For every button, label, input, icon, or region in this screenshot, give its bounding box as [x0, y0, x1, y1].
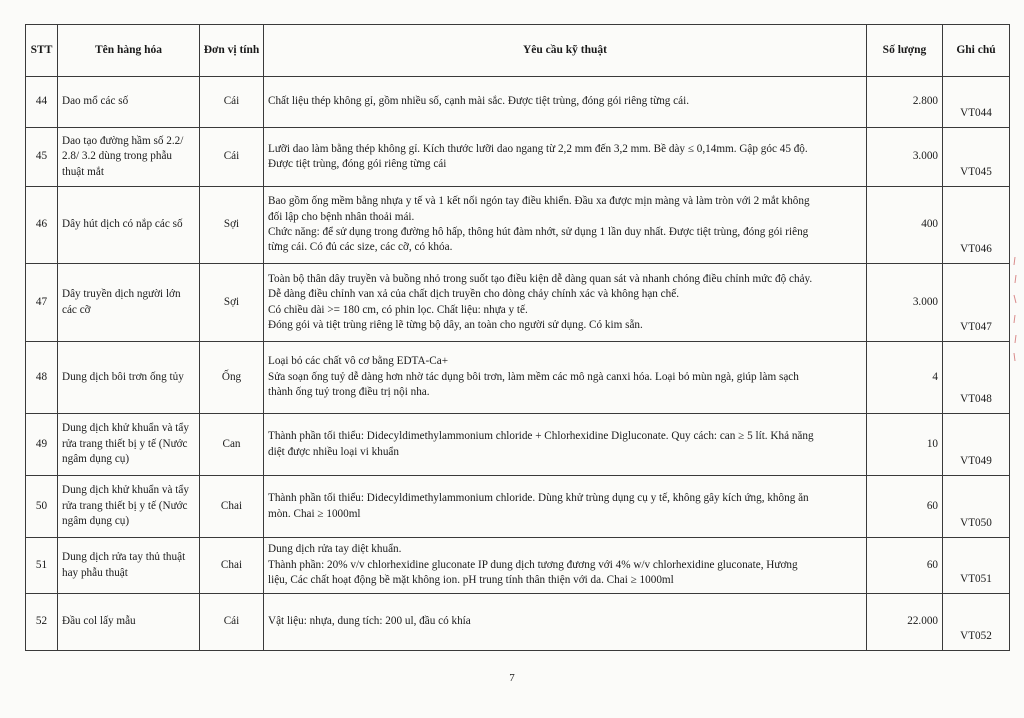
- cell-name-line: Dung dịch khử khuẩn và tẩy: [62, 484, 189, 497]
- cell-requirements-line: Vật liệu: nhựa, dung tích: 200 ul, đầu có khía: [268, 615, 471, 628]
- cell-requirements-line: Đóng gói và tiệt trùng riêng lẽ từng bộ dây, an toàn cho người sử dụng. Có kim sẵn.: [268, 318, 643, 331]
- header-name: Tên hàng hóa: [58, 25, 200, 77]
- cell-unit: Chai: [200, 538, 264, 594]
- table-row: [26, 342, 1010, 414]
- cell-requirements-line: Bao gồm ống mềm bằng nhựa y tế và 1 kết nối ngón tay điều khiển. Đầu xa được mịn màng và làm tròn với 2 mắt không: [268, 195, 810, 208]
- cell-requirements-line: Dung dịch rửa tay diệt khuẩn.: [268, 543, 402, 556]
- cell-unit: Sợi: [200, 187, 264, 264]
- cell-requirements-line: thành ống tuỷ trong điều trị nội nha.: [268, 386, 430, 399]
- cell-requirements-line: mòn. Chai ≥ 1000ml: [268, 507, 361, 520]
- cell-name-line: rửa trang thiết bị y tế (Nước: [62, 499, 188, 512]
- cell-requirements-line: Được tiệt trùng, đóng gói riêng từng cái: [268, 158, 447, 170]
- header-quantity: Số lượng: [867, 25, 943, 77]
- table-row: [26, 77, 1010, 128]
- header-requirements: Yêu cầu kỹ thuật: [264, 25, 867, 77]
- table-row: [26, 594, 1010, 651]
- cell-requirements-line: Lưỡi dao làm bằng thép không gỉ. Kích thước lưỡi dao ngang từ 2,2 mm đến 3,2 mm. Bề dày ≤ 0,14mm. Gập góc 45 độ.: [268, 142, 808, 155]
- cell-quantity: 2.800: [867, 77, 943, 128]
- cell-name-line: Dây hút dịch có nắp các số: [62, 218, 183, 231]
- cell-name: [58, 77, 200, 128]
- page-number: 7: [509, 672, 515, 684]
- cell-name-line: ngâm dụng cụ): [62, 453, 130, 466]
- header-stt: STT: [26, 25, 58, 77]
- cell-requirements: [264, 187, 867, 264]
- cell-note: VT050: [943, 476, 1010, 538]
- cell-unit: Cái: [200, 128, 264, 187]
- cell-name-line: Dung dịch bôi trơn ống tủy: [62, 370, 184, 383]
- cell-unit: Can: [200, 414, 264, 476]
- cell-requirements: [264, 77, 867, 128]
- cell-requirements: [264, 594, 867, 651]
- cell-stt: 47: [26, 264, 58, 342]
- cell-name-line: Dung dịch rửa tay thủ thuật: [62, 551, 186, 564]
- cell-stt: 49: [26, 414, 58, 476]
- table-row: [26, 128, 1010, 187]
- cell-stt: 48: [26, 342, 58, 414]
- cell-stt: 52: [26, 594, 58, 651]
- cell-name-line: rửa trang thiết bị y tế (Nước: [62, 437, 188, 450]
- cell-stt: 51: [26, 538, 58, 594]
- cell-note: VT052: [943, 594, 1010, 651]
- table-row: [26, 538, 1010, 594]
- cell-note: VT044: [943, 77, 1010, 128]
- cell-name-line: Dây truyền dịch người lớn: [62, 288, 181, 301]
- cell-requirements-line: Thành phần tối thiểu: Didecyldimethylammonium chloride. Dùng khử trùng dụng cụ y tế, không gây kích ứng, không ăn: [268, 492, 809, 505]
- cell-unit: Sợi: [200, 264, 264, 342]
- cell-name: [58, 538, 200, 594]
- cell-note: VT045: [943, 128, 1010, 187]
- cell-quantity: 60: [867, 538, 943, 594]
- cell-stt: 50: [26, 476, 58, 538]
- table-row: [26, 264, 1010, 342]
- spec-table: [25, 24, 1010, 651]
- cell-requirements-line: Chức năng: để sử dụng trong đường hô hấp, thông hút đàm nhớt, sử dụng 1 lần duy nhất. Được tiệt trùng, đóng gói riêng: [268, 226, 809, 238]
- cell-quantity: 22.000: [867, 594, 943, 651]
- cell-requirements-line: Toàn bộ thân dây truyền và buồng nhỏ trong suốt tạo điều kiện dễ dàng quan sát và nhanh chóng điều chỉnh mức độ chảy.: [268, 272, 813, 285]
- cell-requirements-line: Loại bỏ các chất vô cơ bằng EDTA-Ca+: [268, 355, 449, 368]
- cell-note: VT049: [943, 414, 1010, 476]
- cell-name-line: Dung dịch khử khuẩn và tẩy: [62, 422, 189, 435]
- cell-requirements-line: đối lập cho bệnh nhân thoải mái.: [268, 210, 415, 223]
- cell-note: VT051: [943, 538, 1010, 594]
- cell-requirements-line: Chất liệu thép không gỉ, gồm nhiều số, cạnh mài sắc. Được tiệt trùng, đóng gói riêng từng cái.: [268, 95, 690, 108]
- cell-unit: Cái: [200, 594, 264, 651]
- cell-quantity: 400: [867, 187, 943, 264]
- cell-requirements-line: liệu, Các chất hoạt động bề mặt không ion. pH trung tính thân thiện với da. Chai ≥ 1000ml: [268, 574, 674, 587]
- header-note: Ghi chú: [943, 25, 1010, 77]
- cell-name-line: thuật mắt: [62, 165, 104, 178]
- cell-requirements: [264, 264, 867, 342]
- cell-name-line: 2.8/ 3.2 dùng trong phẫu: [62, 150, 173, 163]
- cell-note: VT046: [943, 187, 1010, 264]
- cell-stt: 44: [26, 77, 58, 128]
- cell-quantity: 60: [867, 476, 943, 538]
- cell-requirements-line: diệt được nhiều loại vi khuẩn: [268, 445, 399, 458]
- cell-requirements-line: Dễ dàng điều chỉnh van xả của chất dịch truyền cho dòng chảy chính xác và không hạn chế.: [268, 288, 679, 301]
- cell-note: VT047: [943, 264, 1010, 342]
- cell-stt: 46: [26, 187, 58, 264]
- cell-requirements-line: Thành phần: 20% v/v chlorhexidine gluconate IP dung dịch tương đương với 4% w/v chlorhexidine gluconate, Hương: [268, 558, 798, 571]
- cell-note: VT048: [943, 342, 1010, 414]
- cell-name-line: ngâm dụng cụ): [62, 515, 130, 528]
- cell-name-line: Đầu col lấy mẫu: [62, 615, 136, 628]
- cell-requirements-line: từng cái. Có đủ các size, các cỡ, có khóa.: [268, 241, 453, 254]
- table-row: [26, 476, 1010, 538]
- cell-unit: Ống: [200, 342, 264, 414]
- cell-name-line: Dao mổ các số: [62, 95, 129, 108]
- cell-unit: Cái: [200, 77, 264, 128]
- cell-name: [58, 128, 200, 187]
- cell-requirements: [264, 538, 867, 594]
- table-row: [26, 187, 1010, 264]
- cell-quantity: 10: [867, 414, 943, 476]
- cell-name: [58, 187, 200, 264]
- cell-requirements: [264, 476, 867, 538]
- cell-stt: 45: [26, 128, 58, 187]
- cell-unit: Chai: [200, 476, 264, 538]
- cell-requirements: [264, 128, 867, 187]
- cell-requirements: [264, 414, 867, 476]
- cell-requirements: [264, 342, 867, 414]
- cell-name: [58, 264, 200, 342]
- cell-name: [58, 476, 200, 538]
- cell-name: [58, 342, 200, 414]
- table-row: [26, 414, 1010, 476]
- cell-requirements-line: Có chiều dài >= 180 cm, có phin lọc. Chất liệu: nhựa y tế.: [268, 303, 528, 316]
- cell-requirements-line: Thành phần tối thiểu: Didecyldimethylammonium chloride + Chlorhexidine Digluconate. Quy cách: can ≥ 5 lít. Khả năng: [268, 430, 814, 443]
- table-header-row: [26, 25, 1010, 77]
- cell-quantity: 3.000: [867, 264, 943, 342]
- cell-name: [58, 414, 200, 476]
- cell-name-line: các cỡ: [62, 303, 91, 316]
- cell-quantity: 4: [867, 342, 943, 414]
- header-unit: Đơn vị tính: [200, 25, 264, 77]
- cell-requirements-line: Sửa soạn ống tuỷ dễ dàng hơn nhờ tác dụng bôi trơn, làm mềm các mô ngà canxi hóa. Loại bỏ mùn ngà, giúp làm sạch: [268, 370, 799, 383]
- cell-quantity: 3.000: [867, 128, 943, 187]
- cell-name-line: hay phẫu thuật: [62, 566, 128, 579]
- cell-name-line: Dao tạo đường hầm số 2.2/: [62, 134, 184, 147]
- margin-stamp-mark: [1010, 255, 1020, 365]
- cell-name: [58, 594, 200, 651]
